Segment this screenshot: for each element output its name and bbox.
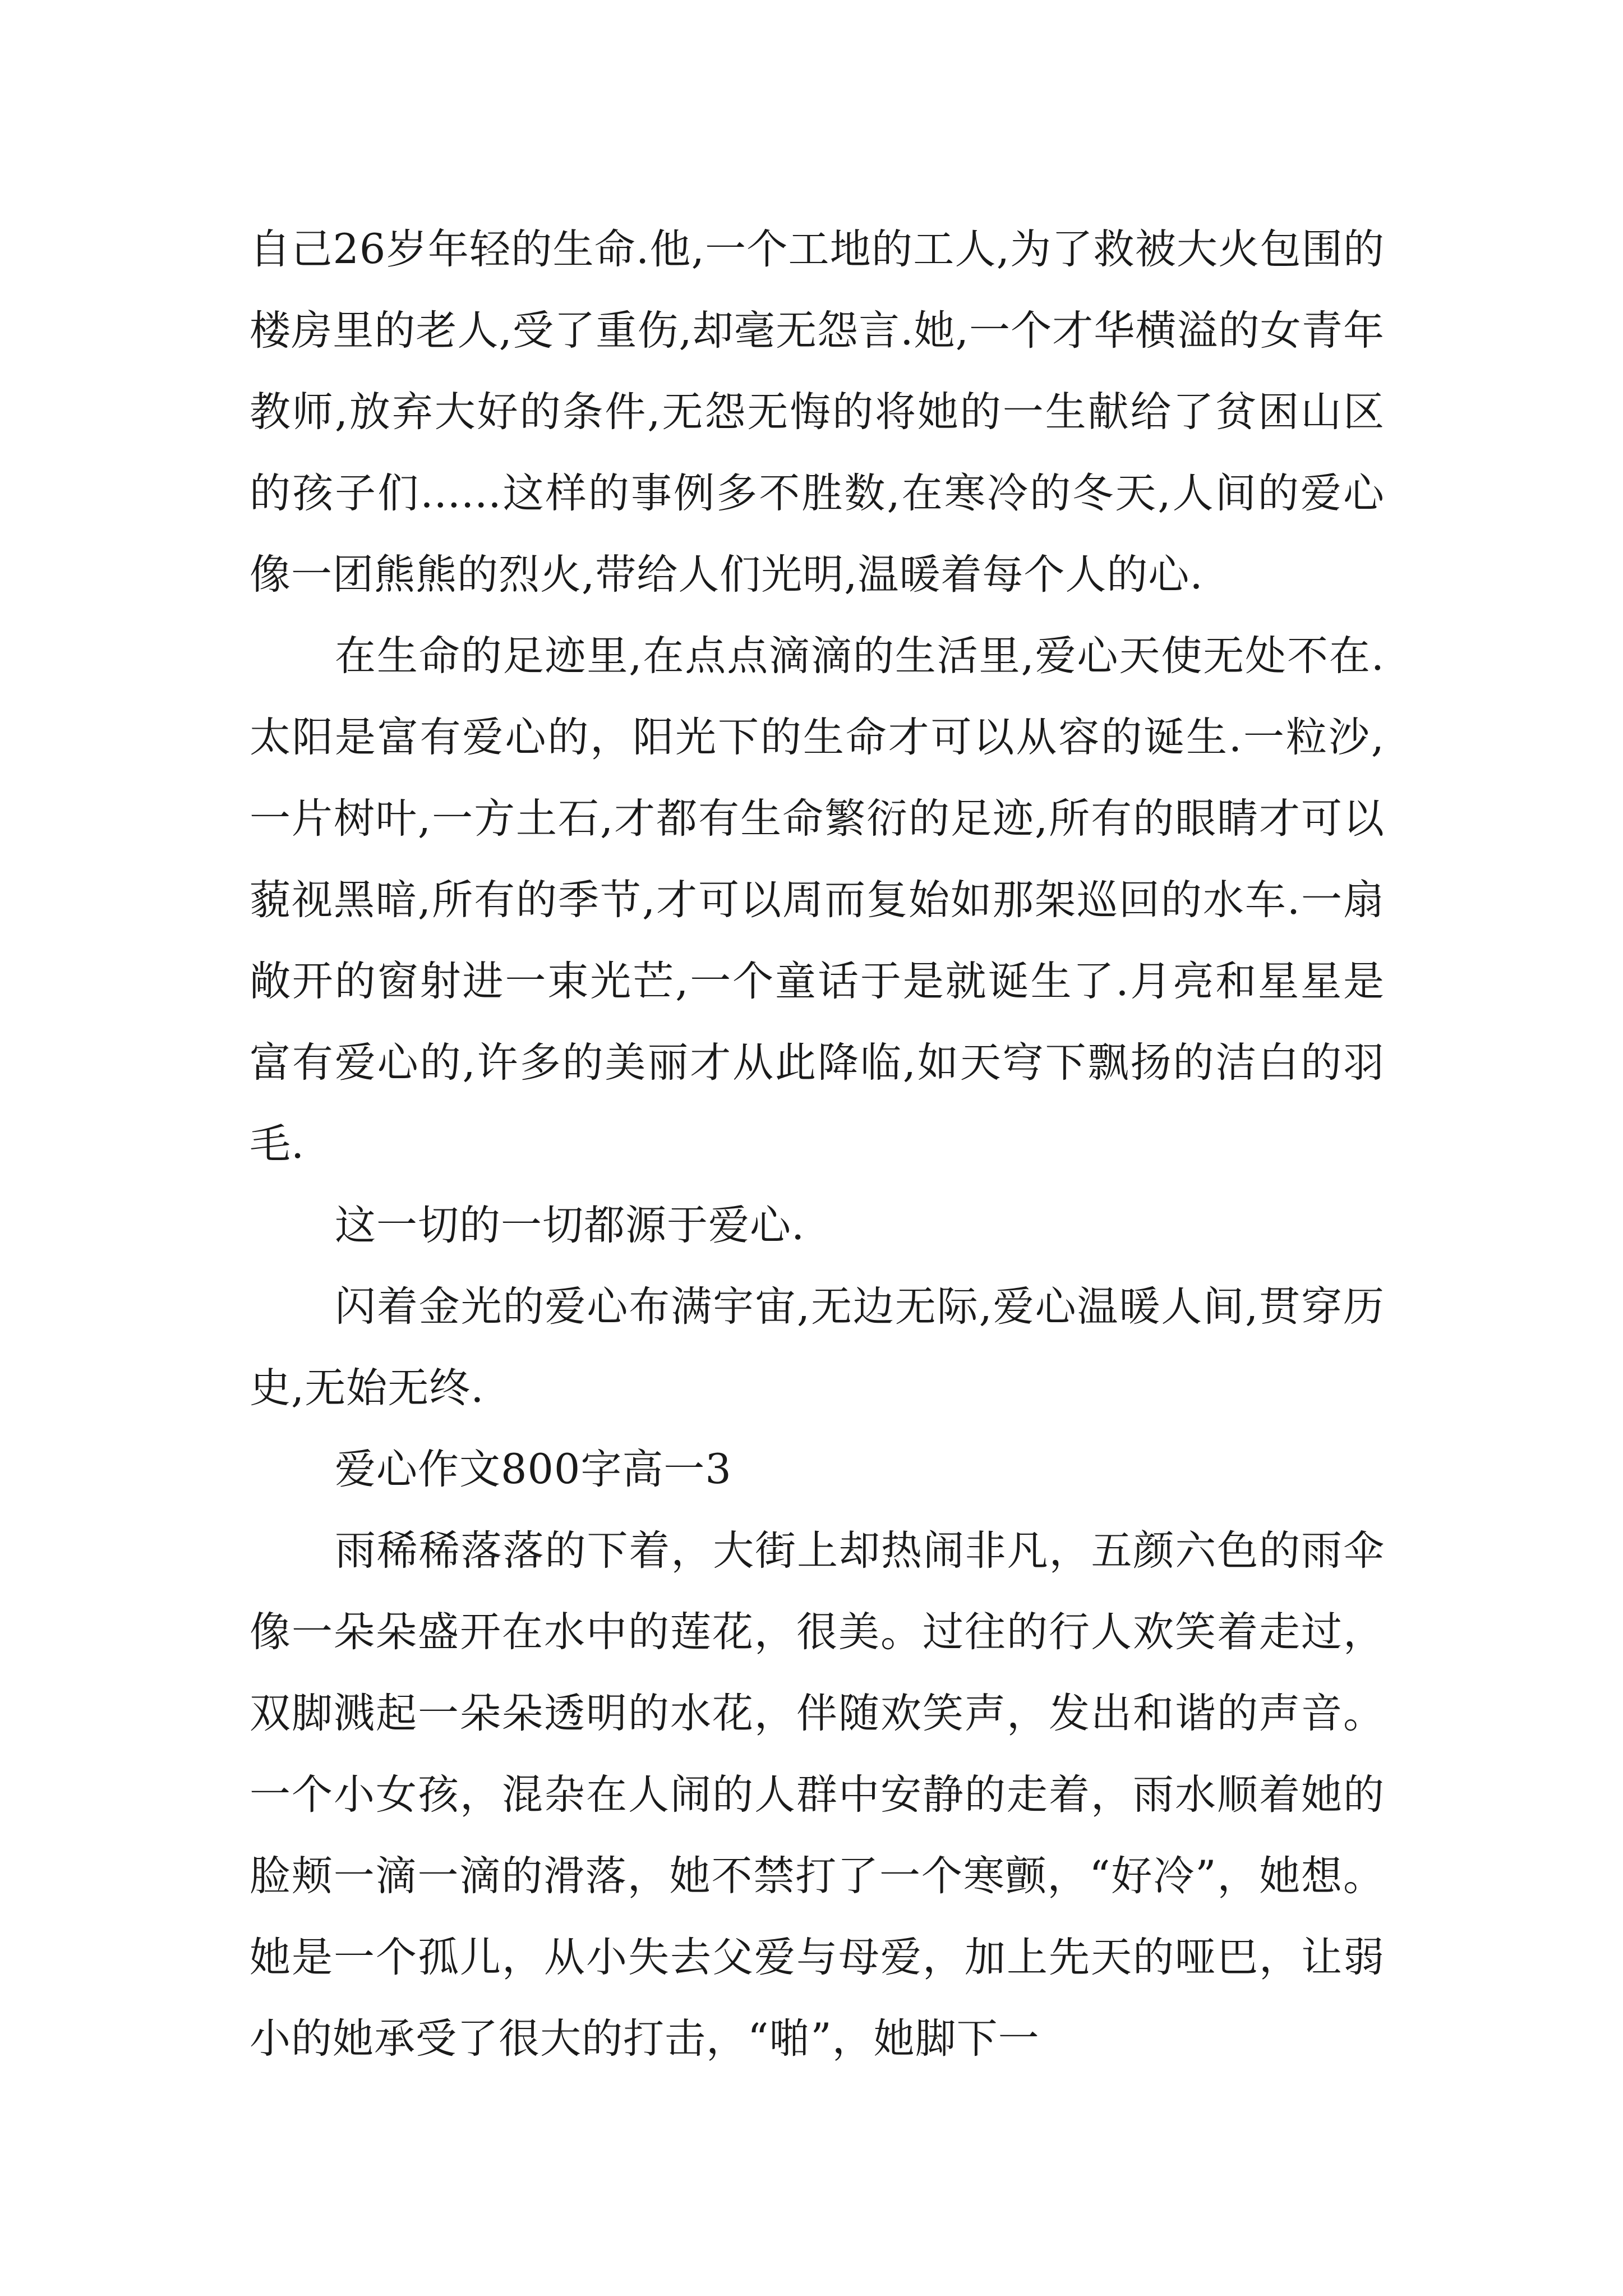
document-body [250,209,1385,2079]
paragraph-2: 在生命的足迹里,在点点滴滴的生活里,爱心天使无处不在.太阳是富有爱心的，阳光下的生命才可以从容的诞生.一粒沙,一片树叶,一方土石,才都有生命繁衍的足迹,所有的眼睛才可以藐视黑暗,所有的季节,才可以周而复始如那架巡回的水车.一扇敞开的窗射进一束光芒,一个童话于是就诞生了.月亮和星星是富有爱心的,许多的美丽才从此降临,如天穹下飘扬的洁白的羽毛. [250,632,1385,1168]
paragraph-5: 雨稀稀落落的下着，大街上却热闹非凡，五颜六色的雨伞像一朵朵盛开在水中的莲花，很美。过往的行人欢笑着走过，双脚溅起一朵朵透明的水花，伴随欢笑声，发出和谐的声音。一个小女孩，混杂在人闹的人群中安静的走着，雨水顺着她的脸颊一滴一滴的滑落，她不禁打了一个寒颤，“好冷”，她想。她是一个孤儿，从小失去父爱与母爱，加上先天的哑巴，让弱小的她承受了很大的打击，“啪”，她脚下一 [250,1527,1385,2063]
paragraph-4: 闪着金光的爱心布满宇宙,无边无际,爱心温暖人间,贯穿历史,无始无终. [250,1283,1385,1412]
paragraph-1: 自己26岁年轻的生命.他,一个工地的工人,为了救被大火包围的楼房里的老人,受了重伤,却毫无怨言.她,一个才华横溢的女青年教师,放弃大好的条件,无怨无悔的将她的一生献给了贫困山区的孩子们......这样的事例多不胜数,在寒冷的冬天,人间的爱心像一团熊熊的烈火,带给人们光明,温暖着每个人的心. [250,226,1385,599]
section-heading: 爱心作文800字高一3 [335,1446,732,1493]
paragraph-3: 这一切的一切都源于爱心. [335,1202,805,1249]
